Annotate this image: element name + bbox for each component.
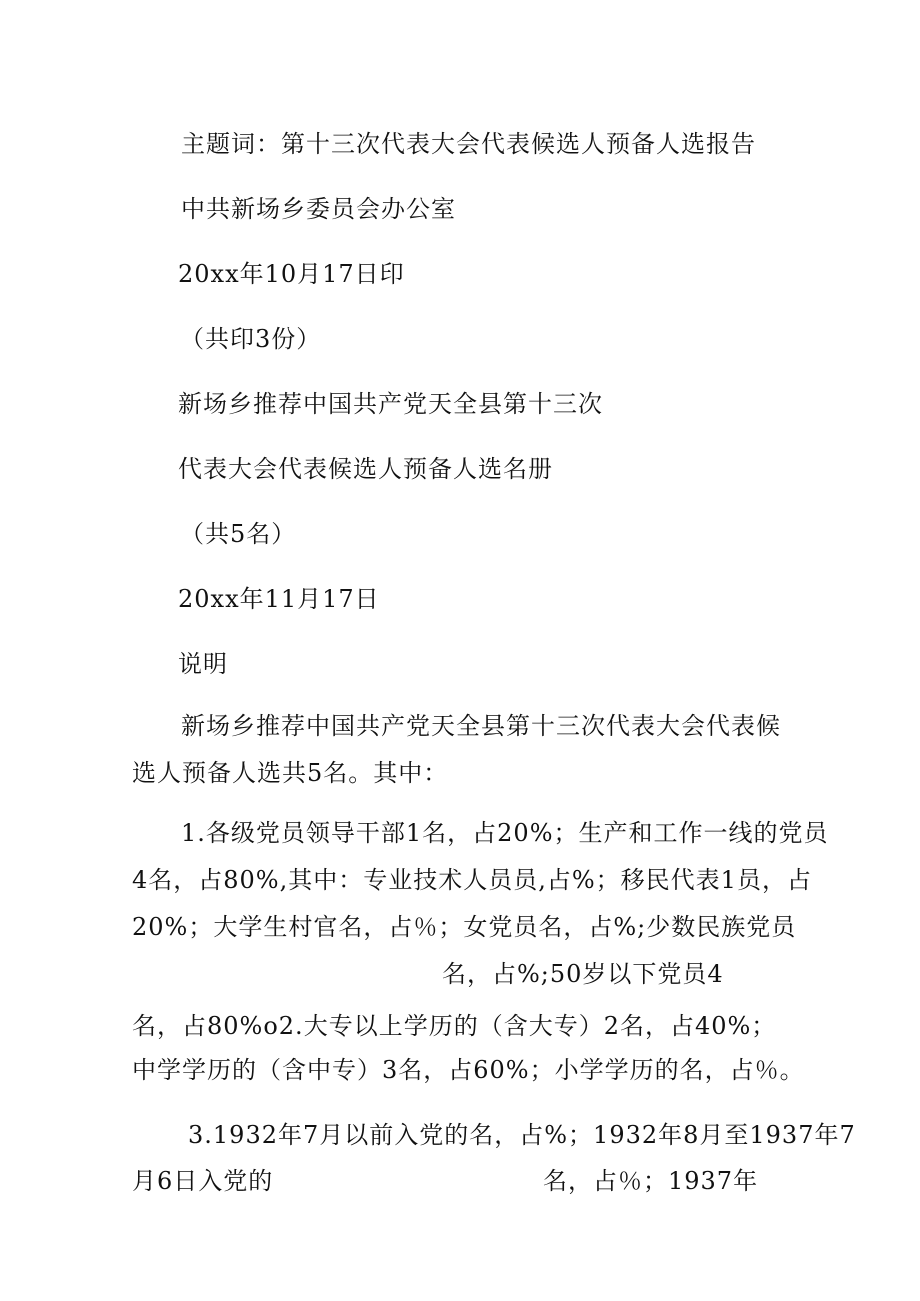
roster-count-line: （共5名） [180, 520, 297, 548]
item1-line-1: 1.各级党员领导干部1名，占20%；生产和工作一线的党员 [181, 819, 829, 847]
copies-line: （共印3份） [180, 325, 322, 353]
item1-line-3: 20%；大学生村官名，占％；女党员名，占%;少数民族党员 [132, 913, 797, 941]
roster-date-line: 20xx年11月17日 [178, 585, 380, 613]
roster-title-line-1: 新场乡推荐中国共产党天全县第十三次 [178, 390, 603, 418]
item2-line-1: 名，占80%o2.大专以上学历的（含大专）2名，占40%； [132, 1012, 777, 1040]
issuer-line: 中共新场乡委员会办公室 [181, 195, 456, 223]
item3-line-2-right: 名，占％；1937年 [543, 1167, 759, 1195]
intro-line-2: 选人预备人选共5名。其中： [132, 759, 449, 787]
item3-line-2-left: 月6日入党的 [132, 1167, 274, 1195]
print-date-line: 20xx年10月17日印 [178, 260, 405, 288]
section-heading: 说明 [178, 650, 228, 678]
subject-line: 主题词：第十三次代表大会代表候选人预备人选报告 [181, 130, 756, 158]
item1-line-4: 名，占%;50岁以下党员4 [442, 960, 724, 988]
item2-line-2: 中学学历的（含中专）3名，占60%；小学学历的名，占％。 [132, 1056, 805, 1084]
roster-title-line-2: 代表大会代表候选人预备人选名册 [178, 455, 553, 483]
item3-line-1: 3.1932年7月以前入党的名，占%；1932年8月至1937年7 [188, 1121, 856, 1149]
intro-line-1: 新场乡推荐中国共产党天全县第十三次代表大会代表候 [181, 712, 781, 740]
item1-line-2: 4名，占80%,其中：专业技术人员员,占%；移民代表1员，占 [132, 866, 812, 894]
